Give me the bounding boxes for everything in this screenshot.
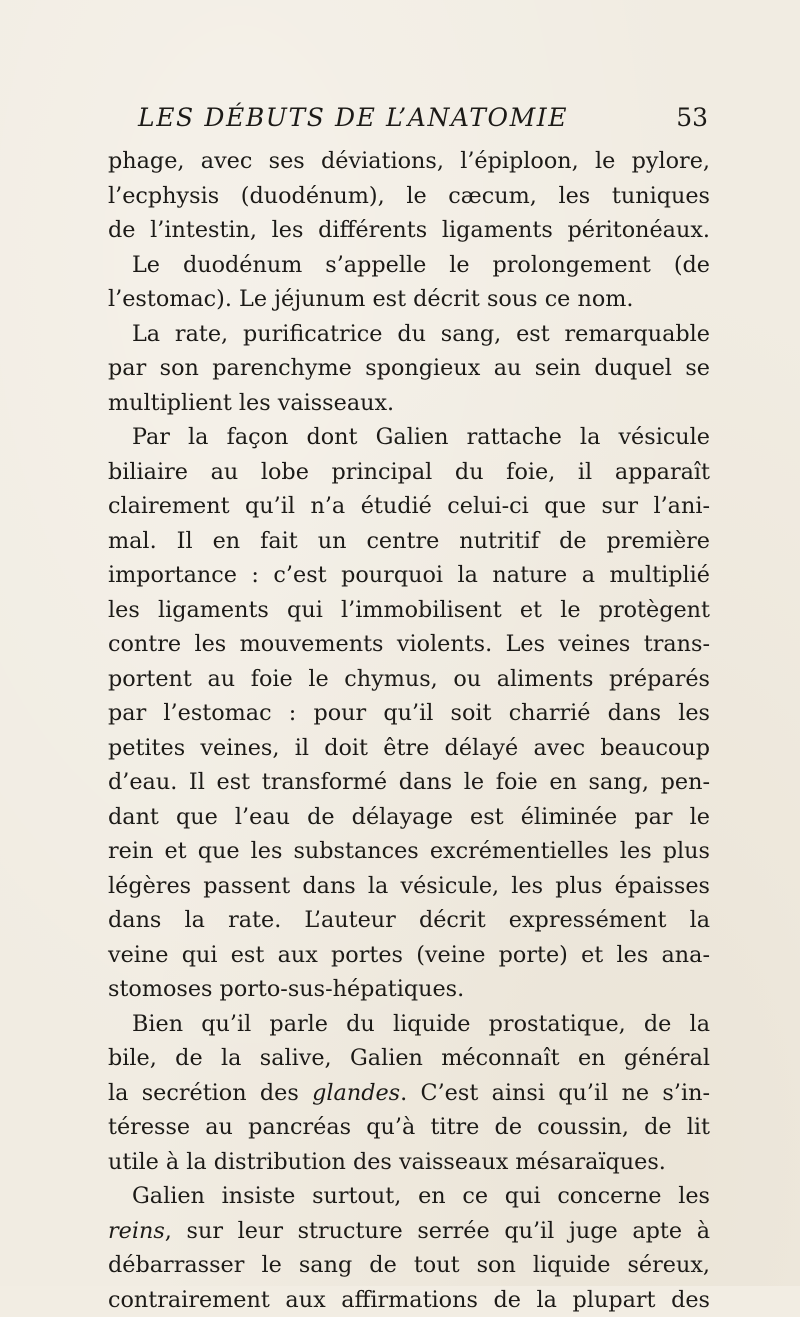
text-line: Le duodénum s’appelle le prolongement (de	[108, 248, 710, 283]
page-header	[108, 100, 710, 136]
italic-term: reins	[108, 1218, 165, 1244]
text-line: Par la façon dont Galien rattache la vésicule	[108, 420, 710, 455]
text-line: phage, avec ses déviations, l’épiploon, le pylore,	[108, 144, 710, 179]
text-line: contrairement aux affirmations de la plupart des	[108, 1283, 710, 1317]
text-fragment: la secrétion des	[108, 1080, 299, 1106]
text-fragment: , sur leur structure serrée qu’il juge apte à	[165, 1218, 710, 1244]
text-fragment: . C’est ainsi qu’il ne s’in-	[400, 1080, 710, 1106]
text-line: importance : c’est pourquoi la nature a multiplié	[108, 558, 710, 593]
body-text	[108, 144, 710, 1317]
text-line: les ligaments qui l’immobilisent et le protègent	[108, 593, 710, 628]
text-line: multiplient les vaisseaux.	[108, 386, 710, 421]
text-line: par son parenchyme spongieux au sein duquel se	[108, 351, 710, 386]
text-line: Bien qu’il parle du liquide prostatique, de la	[108, 1007, 710, 1042]
italic-term: glandes	[312, 1080, 400, 1106]
text-line: petites veines, il doit être délayé avec beaucoup	[108, 731, 710, 766]
text-line: téresse au pancréas qu’à titre de coussin, de lit	[108, 1110, 710, 1145]
page-number: 53	[676, 100, 708, 136]
text-line: veine qui est aux portes (veine porte) et les ana-	[108, 938, 710, 973]
text-line: dans la rate. L’auteur décrit expressément la	[108, 903, 710, 938]
text-line: par l’estomac : pour qu’il soit charrié dans les	[108, 696, 710, 731]
text-line: d’eau. Il est transformé dans le foie en sang, pen-	[108, 765, 710, 800]
text-line: portent au foie le chymus, ou aliments préparés	[108, 662, 710, 697]
text-line: clairement qu’il n’a étudié celui-ci que sur l’ani-	[108, 489, 710, 524]
text-line: rein et que les substances excrémentielles les plus	[108, 834, 710, 869]
text-line: dant que l’eau de délayage est éliminée par le	[108, 800, 710, 835]
text-line: débarrasser le sang de tout son liquide séreux,	[108, 1248, 710, 1283]
text-line: contre les mouvements violents. Les veines trans-	[108, 627, 710, 662]
text-line: mal. Il en fait un centre nutritif de première	[108, 524, 710, 559]
text-line	[108, 1076, 710, 1111]
text-line: biliaire au lobe principal du foie, il apparaît	[108, 455, 710, 490]
text-line: l’ecphysis (duodénum), le cæcum, les tuniques	[108, 179, 710, 214]
text-line: utile à la distribution des vaisseaux mésaraïques.	[108, 1145, 710, 1180]
text-line: l’estomac). Le jéjunum est décrit sous ce nom.	[108, 282, 710, 317]
text-line: bile, de la salive, Galien méconnaît en général	[108, 1041, 710, 1076]
running-head: LES DÉBUTS DE L’ANATOMIE	[138, 100, 568, 136]
text-line: La rate, purificatrice du sang, est remarquable	[108, 317, 710, 352]
text-line: de l’intestin, les différents ligaments péritonéaux.	[108, 213, 710, 248]
text-line: légères passent dans la vésicule, les plus épaisses	[108, 869, 710, 904]
text-line: Galien insiste surtout, en ce qui concerne les	[108, 1179, 710, 1214]
text-line: stomoses porto-sus-hépatiques.	[108, 972, 710, 1007]
text-line	[108, 1214, 710, 1249]
